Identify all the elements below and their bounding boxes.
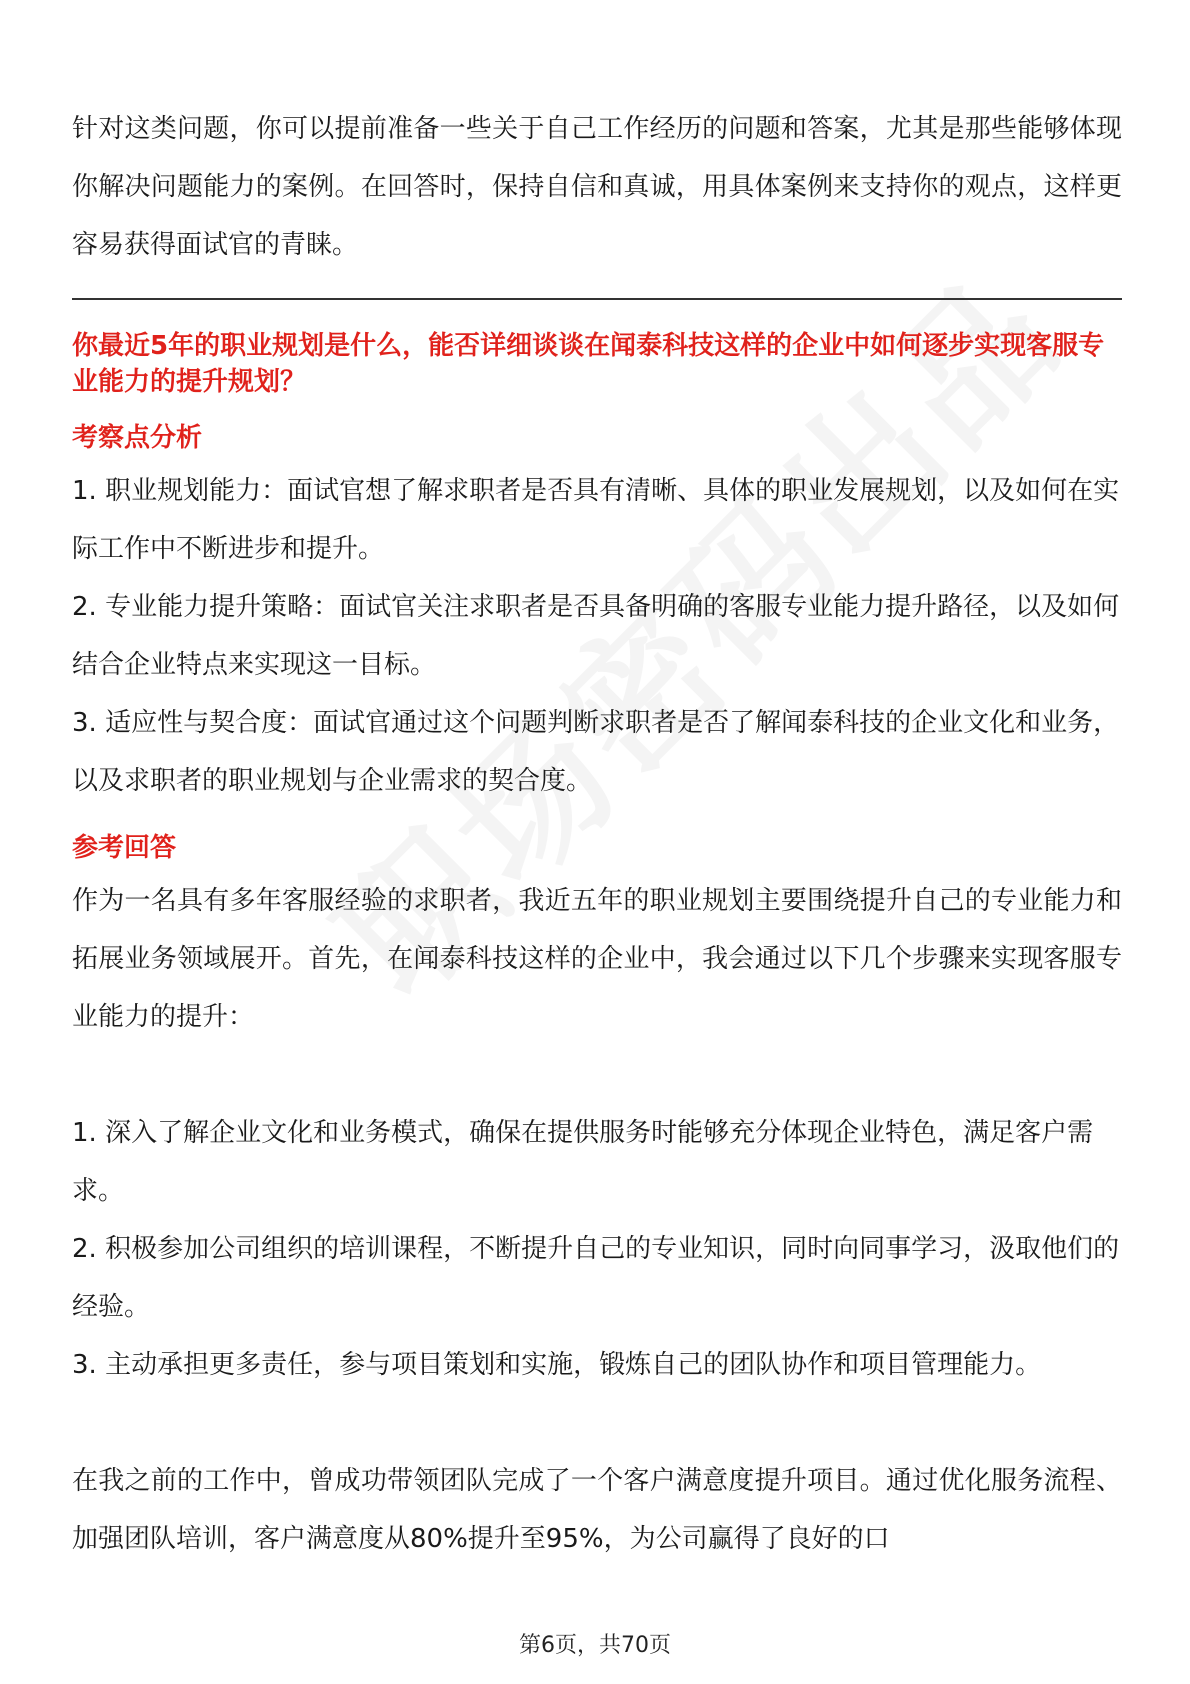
analysis-item: 1. 职业规划能力：面试官想了解求职者是否具有清晰、具体的职业发展规划，以及如何在实际工作中不断进步和提升。 bbox=[72, 476, 1120, 564]
section-divider bbox=[72, 298, 1122, 300]
answer-intro: 作为一名具有多年客服经验的求职者，我近五年的职业规划主要围绕提升自己的专业能力和拓展业务领域展开。首先，在闻泰科技这样的企业中，我会通过以下几个步骤来实现客服专业能力的提升： bbox=[72, 886, 1122, 1032]
answer-item: 1. 深入了解企业文化和业务模式，确保在提供服务时能够充分体现企业特色，满足客户需求。 bbox=[72, 1118, 1094, 1206]
answer-item: 2. 积极参加公司组织的培训课程，不断提升自己的专业知识，同时向同事学习，汲取他们的经验。 bbox=[72, 1234, 1120, 1322]
answer-item: 3. 主动承担更多责任，参与项目策划和实施，锻炼自己的团队协作和项目管理能力。 bbox=[72, 1350, 1042, 1380]
answer-list bbox=[72, 1104, 1122, 1394]
page-content bbox=[72, 100, 1122, 1568]
interview-question: 你最近5年的职业规划是什么，能否详细谈谈在闻泰科技这样的企业中如何逐步实现客服专业能力的提升规划？ bbox=[72, 331, 1105, 397]
page-footer: 第6页，共70页 bbox=[519, 1633, 671, 1658]
answer-heading: 参考回答 bbox=[72, 833, 177, 863]
analysis-list bbox=[72, 462, 1122, 810]
analysis-item: 3. 适应性与契合度：面试官通过这个问题判断求职者是否了解闻泰科技的企业文化和业务，以及求职者的职业规划与企业需求的契合度。 bbox=[72, 708, 1120, 796]
analysis-heading: 考察点分析 bbox=[72, 423, 203, 453]
intro-paragraph: 针对这类问题，你可以提前准备一些关于自己工作经历的问题和答案，尤其是那些能够体现你解决问题能力的案例。在回答时，保持自信和真诚，用具体案例来支持你的观点，这样更容易获得面试官的青睐。 bbox=[72, 114, 1122, 260]
answer-closing: 在我之前的工作中，曾成功带领团队完成了一个客户满意度提升项目。通过优化服务流程、加强团队培训，客户满意度从80%提升至95%，为公司赢得了良好的口 bbox=[72, 1466, 1122, 1554]
analysis-item: 2. 专业能力提升策略：面试官关注求职者是否具备明确的客服专业能力提升路径，以及如何结合企业特点来实现这一目标。 bbox=[72, 592, 1120, 680]
